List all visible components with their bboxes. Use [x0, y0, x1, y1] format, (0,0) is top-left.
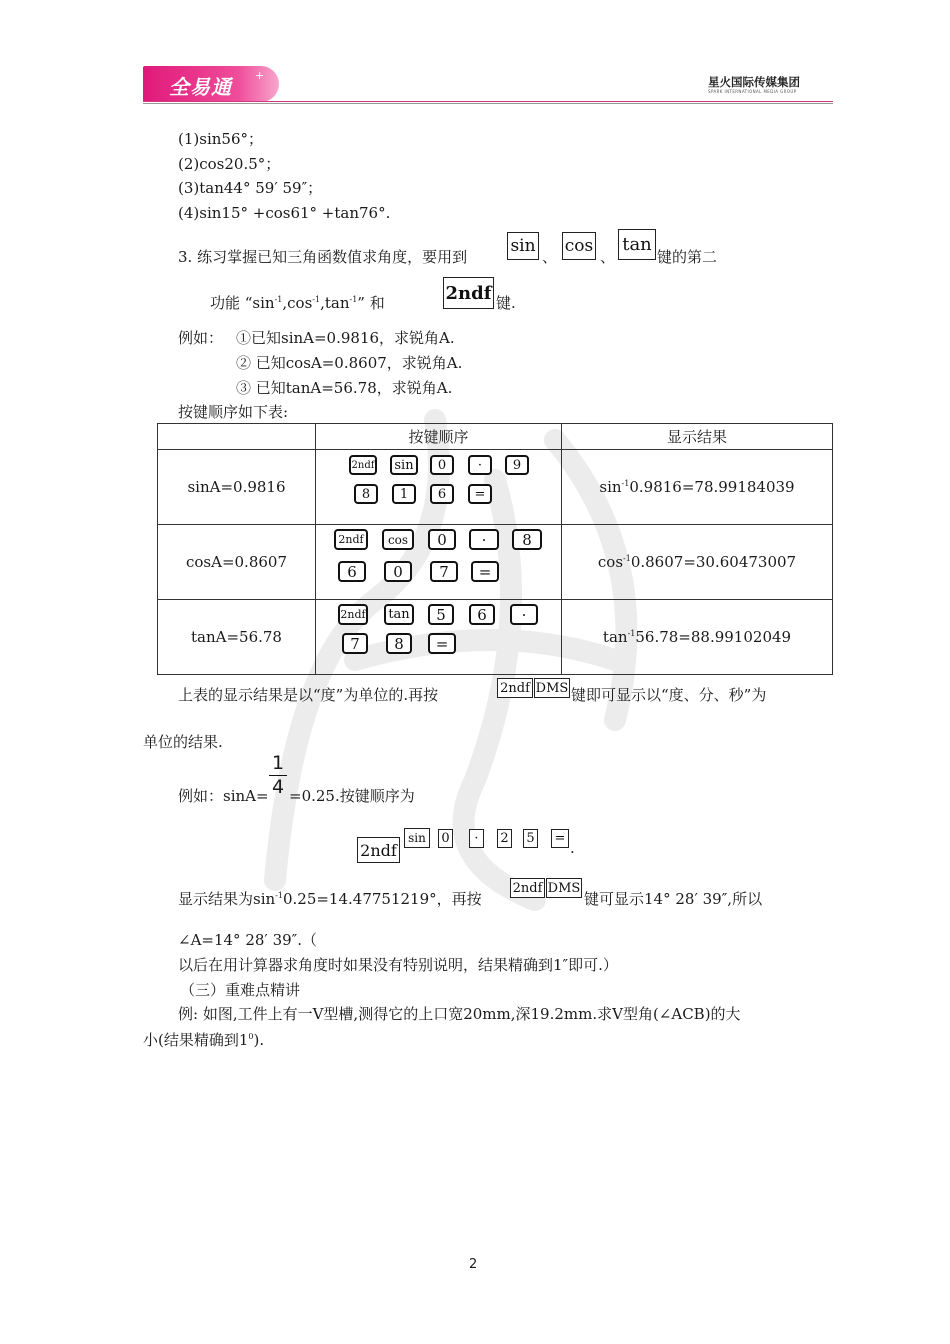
display-sup: -1	[275, 891, 283, 900]
result-sup: -1	[621, 479, 630, 488]
key-digit: 8	[354, 484, 378, 504]
result-fn: sin	[599, 478, 622, 496]
display-a: 显示结果为sin	[178, 890, 276, 908]
section-title: （三）重难点精讲	[180, 981, 301, 999]
seq-key: 5	[523, 829, 538, 848]
sin-key: sin	[507, 232, 539, 260]
table-header-keys: 按键顺序	[316, 424, 562, 450]
key-cos: cos	[382, 529, 414, 550]
table-header-empty	[158, 424, 316, 450]
key-sequence-table	[157, 423, 833, 675]
key-digit: 6	[469, 604, 495, 625]
dms-key: DMS	[534, 678, 570, 698]
key-2ndf: 2ndf	[334, 529, 368, 550]
example-1: ①已知sinA=0.9816，求锐角A.	[236, 329, 455, 347]
result-sup: -1	[623, 554, 631, 563]
row-result	[562, 450, 833, 525]
key-equals: =	[468, 484, 492, 504]
para3-tail: 键的第二	[657, 248, 718, 266]
result-value: 56.78=88.99102049	[635, 628, 792, 646]
cos-key: cos	[562, 232, 596, 260]
key-digit: 1	[392, 484, 416, 504]
key-digit: 0	[430, 455, 454, 475]
example2-prefix: 例如：sinA=	[178, 787, 269, 805]
logo-text: 全易通	[169, 75, 232, 99]
fraction-denominator: 4	[272, 776, 285, 798]
key-sin: sin	[390, 455, 418, 475]
function-tan: ,tan	[320, 294, 350, 312]
sup-sin: -1	[274, 295, 283, 304]
fraction-numerator: 1	[272, 752, 285, 774]
result-fn: tan	[602, 628, 628, 646]
after-table-line-2: 单位的结果.	[143, 733, 223, 751]
key-digit: 5	[428, 604, 454, 625]
table-row	[158, 525, 833, 600]
key-2ndf: 2ndf	[338, 604, 368, 625]
key-digit: 7	[342, 633, 368, 654]
function-line	[210, 293, 385, 313]
second-function-key-display: 2ndf	[510, 878, 545, 898]
second-function-key-small: 2ndf	[497, 678, 533, 698]
display-line	[178, 889, 482, 909]
section-paragraph-1: 例: 如图,工件上有一V型槽,测得它的上口宽20mm,深19.2mm.求V型角(∠ACB)的大	[178, 1005, 741, 1023]
row-keys	[316, 450, 562, 525]
result-fn: cos	[597, 553, 624, 571]
key-digit: 8	[512, 529, 542, 550]
example-2: ② 已知cosA=0.8607，求锐角A.	[236, 354, 463, 372]
section-paragraph-2	[143, 1030, 264, 1050]
key-digit: 0	[428, 529, 456, 550]
row-result	[562, 525, 833, 600]
example-label: 例如：	[178, 329, 224, 347]
function-suffix: ” 和	[357, 294, 385, 312]
exercise-item-2: (2)cos20.5°；	[178, 155, 281, 173]
brand-name: 星火国际传媒集团	[708, 75, 800, 89]
key-point: ·	[468, 455, 492, 475]
para3-lead: 3. 练习掌握已知三角函数值求角度，要用到	[178, 248, 468, 266]
star-icon: +	[255, 69, 265, 82]
angle-result: ∠A=14° 28′ 39″.（	[178, 931, 318, 949]
result-sup: -1	[627, 629, 636, 638]
key-end-text: 键.	[496, 294, 516, 312]
seq-key: 2	[497, 829, 512, 848]
exercise-item-1: (1)sin56°；	[178, 130, 263, 148]
logo	[143, 66, 279, 102]
after-table-line-1a: 上表的显示结果是以“度”为单位的.再按	[178, 686, 439, 704]
page-number: 2	[469, 1257, 478, 1272]
after-table-line-1b: 键即可显示以“度、分、秒”为	[571, 686, 767, 704]
key-digit: 0	[384, 561, 412, 582]
key-point: ·	[469, 529, 499, 550]
table-row	[158, 450, 833, 525]
example-3: ③ 已知tanA=56.78，求锐角A.	[236, 379, 453, 397]
row-keys	[316, 525, 562, 600]
row-label: sinA=0.9816	[158, 450, 316, 525]
para3-sep-1: 、	[542, 248, 558, 266]
para3-sep-2: 、	[600, 248, 616, 266]
precision-note: 以后在用计算器求角度时如果没有特别说明，结果精确到1″即可.）	[178, 956, 618, 974]
sup-cos: -1	[312, 295, 321, 304]
key-equals: =	[428, 633, 456, 654]
seq-key: 0	[438, 829, 453, 848]
seq-key: =	[551, 829, 569, 848]
table-header-row	[158, 424, 833, 450]
exercise-item-3: (3)tan44° 59′ 59″；	[178, 179, 323, 197]
seq-key-sin: sin	[404, 828, 430, 848]
exercise-item-4: (4)sin15° +cos61° +tan76°.	[178, 204, 391, 222]
dms-key-display: DMS	[546, 878, 582, 898]
row-label: tanA=56.78	[158, 600, 316, 675]
brand-name-en: SPARK INTERNATIONAL MEDIA GROUP	[708, 89, 797, 94]
seq-key: ·	[469, 829, 484, 848]
section-p2b: ).	[253, 1031, 265, 1049]
section-p2a: 小(结果精确到1	[143, 1031, 249, 1049]
tan-key: tan	[618, 229, 656, 260]
display-c: 键可显示14° 28′ 39″,所以	[584, 890, 763, 908]
key-2ndf: 2ndf	[349, 455, 377, 475]
display-b: 0.25=14.47751219°，再按	[282, 890, 482, 908]
header-divider	[143, 101, 833, 102]
second-function-key-seq: 2ndf	[357, 837, 400, 863]
result-value: 0.8607=30.60473007	[630, 553, 797, 571]
function-prefix: 功能 “sin	[210, 294, 275, 312]
key-digit: 6	[430, 484, 454, 504]
row-result	[562, 600, 833, 675]
key-point: ·	[510, 604, 538, 625]
key-equals: =	[471, 561, 499, 582]
result-value: 0.9816=78.99184039	[629, 478, 795, 496]
key-digit: 9	[505, 455, 529, 475]
key-digit: 6	[338, 561, 366, 582]
row-keys	[316, 600, 562, 675]
sup-tan: -1	[349, 295, 358, 304]
table-header-result: 显示结果	[562, 424, 833, 450]
section-p2-sup: 0	[248, 1032, 254, 1041]
seq-end: .	[570, 839, 575, 857]
function-cos: ,cos	[282, 294, 313, 312]
second-function-key: 2ndf	[443, 277, 494, 309]
key-digit: 7	[430, 561, 458, 582]
table-row	[158, 600, 833, 675]
row-label: cosA=0.8607	[158, 525, 316, 600]
example2-suffix: =0.25.按键顺序为	[289, 787, 415, 805]
header-divider-thin	[143, 103, 833, 104]
table-intro: 按键顺序如下表:	[178, 403, 289, 421]
key-tan: tan	[384, 604, 414, 625]
key-digit: 8	[386, 633, 412, 654]
